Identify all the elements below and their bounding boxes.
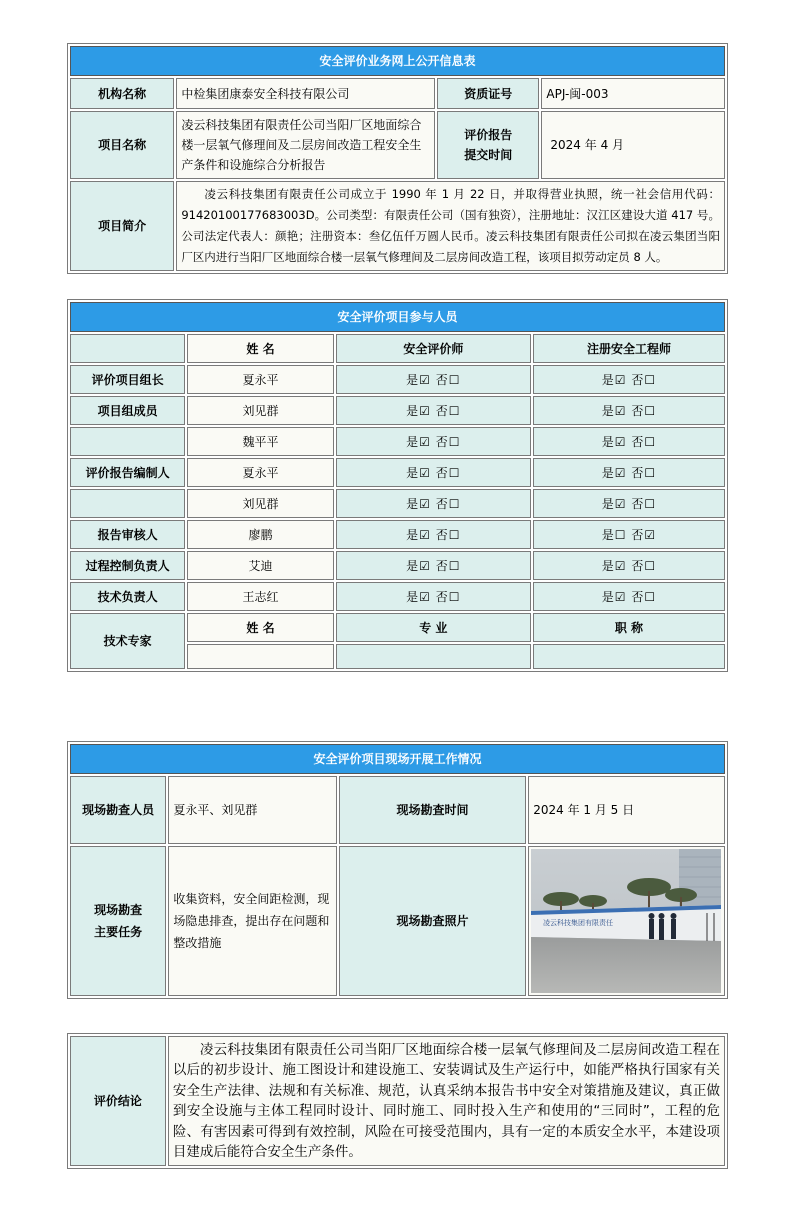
site-photo-cell bbox=[528, 846, 725, 996]
project-label: 项目名称 bbox=[70, 111, 174, 179]
site-photo bbox=[531, 849, 721, 993]
assessor-checkbox: 是☑ 否☐ bbox=[336, 396, 531, 425]
personnel-name: 王志红 bbox=[187, 582, 334, 611]
engineer-checkbox: 是☑ 否☐ bbox=[533, 551, 725, 580]
org-value: 中检集团康泰安全科技有限公司 bbox=[176, 78, 435, 109]
personnel-name: 艾迪 bbox=[187, 551, 334, 580]
engineer-checkbox: 是☐ 否☑ bbox=[533, 520, 725, 549]
expert-label: 技术专家 bbox=[70, 613, 185, 669]
assessor-checkbox: 是☑ 否☐ bbox=[336, 365, 531, 394]
assessor-column-header: 安全评价师 bbox=[336, 334, 531, 363]
report-time-label-line2: 提交时间 bbox=[464, 148, 513, 162]
personnel-role bbox=[70, 489, 185, 518]
info-table bbox=[67, 43, 728, 274]
assessor-checkbox: 是☑ 否☐ bbox=[336, 427, 531, 456]
engineer-checkbox: 是☑ 否☐ bbox=[533, 427, 725, 456]
site-time-value: 2024 年 1 月 5 日 bbox=[528, 776, 725, 844]
assessor-checkbox: 是☑ 否☐ bbox=[336, 458, 531, 487]
engineer-checkbox: 是☑ 否☐ bbox=[533, 396, 725, 425]
cert-value: APJ-闽-003 bbox=[541, 78, 725, 109]
role-header-cell bbox=[70, 334, 185, 363]
conclusion-label: 评价结论 bbox=[70, 1036, 166, 1166]
personnel-name: 夏永平 bbox=[187, 365, 334, 394]
personnel-row bbox=[70, 489, 725, 518]
name-column-header: 姓 名 bbox=[187, 334, 334, 363]
site-table-title: 安全评价项目现场开展工作情况 bbox=[70, 744, 725, 774]
report-time-label bbox=[437, 111, 539, 179]
site-task-value: 收集资料，安全间距检测，现场隐患排查，提出存在问题和整改措施 bbox=[168, 846, 336, 996]
personnel-row bbox=[70, 520, 725, 549]
site-photo-label: 现场勘查照片 bbox=[339, 846, 527, 996]
assessor-checkbox: 是☑ 否☐ bbox=[336, 520, 531, 549]
engineer-column-header: 注册安全工程师 bbox=[533, 334, 725, 363]
personnel-table bbox=[67, 299, 728, 672]
conclusion-text: 凌云科技集团有限责任公司当阳厂区地面综合楼一层氧气修理间及二层房间改造工程在以后的初步设计、施工图设计和建设施工、安装调试及生产运行中，如能严格执行国家有关安全生产法律、法规和有关标准、规范，认真采纳本报告书中安全对策措施及建议，真正做到安全设施与主体工程同时设计、同时施工、同时投入生产和使用的“三同时”，工程的危险、有害因素可得到有效控制，风险在可接受范围内，具有一定的本质安全水平，本建设项目建成后能符合安全生产条件。 bbox=[168, 1036, 725, 1166]
personnel-name: 刘见群 bbox=[187, 489, 334, 518]
personnel-row bbox=[70, 458, 725, 487]
intro-label: 项目简介 bbox=[70, 181, 174, 271]
report-time-label-line1: 评价报告 bbox=[464, 128, 513, 142]
assessor-checkbox: 是☑ 否☐ bbox=[336, 582, 531, 611]
personnel-role: 技术负责人 bbox=[70, 582, 185, 611]
site-staff-value: 夏永平、刘见群 bbox=[168, 776, 336, 844]
expert-name-cell bbox=[187, 644, 334, 669]
personnel-name: 刘见群 bbox=[187, 396, 334, 425]
personnel-role: 评价报告编制人 bbox=[70, 458, 185, 487]
personnel-name: 魏平平 bbox=[187, 427, 334, 456]
intro-text: 凌云科技集团有限责任公司成立于 1990 年 1 月 22 日，并取得营业执照，统一社会信用代码：91420100177683003D。公司类型：有限责任公司（国有独资），注册地址：汉江区建设大道 417 号。公司法定代表人：颜艳；注册资本：叁亿伍仟万圆人民币。凌云科技集团有限责任公司拟在凌云集团当阳厂区内进行当阳厂区地面综合楼一层氧气修理间及二层房间改造工程，该项目拟劳动定员 8 人。 bbox=[176, 181, 725, 271]
engineer-checkbox: 是☑ 否☐ bbox=[533, 582, 725, 611]
engineer-checkbox: 是☑ 否☐ bbox=[533, 365, 725, 394]
expert-name-header: 姓 名 bbox=[187, 613, 334, 642]
personnel-row bbox=[70, 365, 725, 394]
personnel-row bbox=[70, 396, 725, 425]
personnel-role: 报告审核人 bbox=[70, 520, 185, 549]
personnel-role: 项目组成员 bbox=[70, 396, 185, 425]
conclusion-table bbox=[67, 1033, 728, 1169]
info-table-title: 安全评价业务网上公开信息表 bbox=[70, 46, 725, 76]
site-task-label bbox=[70, 846, 166, 996]
personnel-row bbox=[70, 551, 725, 580]
personnel-row bbox=[70, 582, 725, 611]
site-task-label-line2: 主要任务 bbox=[94, 925, 143, 939]
report-time-value: 2024 年 4 月 bbox=[541, 111, 725, 179]
engineer-checkbox: 是☑ 否☐ bbox=[533, 489, 725, 518]
site-staff-label: 现场勘查人员 bbox=[70, 776, 166, 844]
assessor-checkbox: 是☑ 否☐ bbox=[336, 551, 531, 580]
personnel-role: 过程控制负责人 bbox=[70, 551, 185, 580]
expert-title-header: 职 称 bbox=[533, 613, 725, 642]
expert-title-cell bbox=[533, 644, 725, 669]
personnel-name: 夏永平 bbox=[187, 458, 334, 487]
personnel-row bbox=[70, 427, 725, 456]
assessor-checkbox: 是☑ 否☐ bbox=[336, 489, 531, 518]
project-value: 凌云科技集团有限责任公司当阳厂区地面综合楼一层氧气修理间及二层房间改造工程安全生产条件和设施综合分析报告 bbox=[176, 111, 435, 179]
personnel-role: 评价项目组长 bbox=[70, 365, 185, 394]
expert-major-cell bbox=[336, 644, 531, 669]
photo-wall-sign: 凌云科技集团有限责任 bbox=[543, 919, 614, 927]
site-task-label-line1: 现场勘查 bbox=[94, 903, 143, 917]
engineer-checkbox: 是☑ 否☐ bbox=[533, 458, 725, 487]
site-time-label: 现场勘查时间 bbox=[339, 776, 527, 844]
personnel-table-title: 安全评价项目参与人员 bbox=[70, 302, 725, 332]
org-label: 机构名称 bbox=[70, 78, 174, 109]
personnel-name: 廖鹏 bbox=[187, 520, 334, 549]
expert-major-header: 专 业 bbox=[336, 613, 531, 642]
personnel-role bbox=[70, 427, 185, 456]
cert-label: 资质证号 bbox=[437, 78, 539, 109]
site-table bbox=[67, 741, 728, 999]
